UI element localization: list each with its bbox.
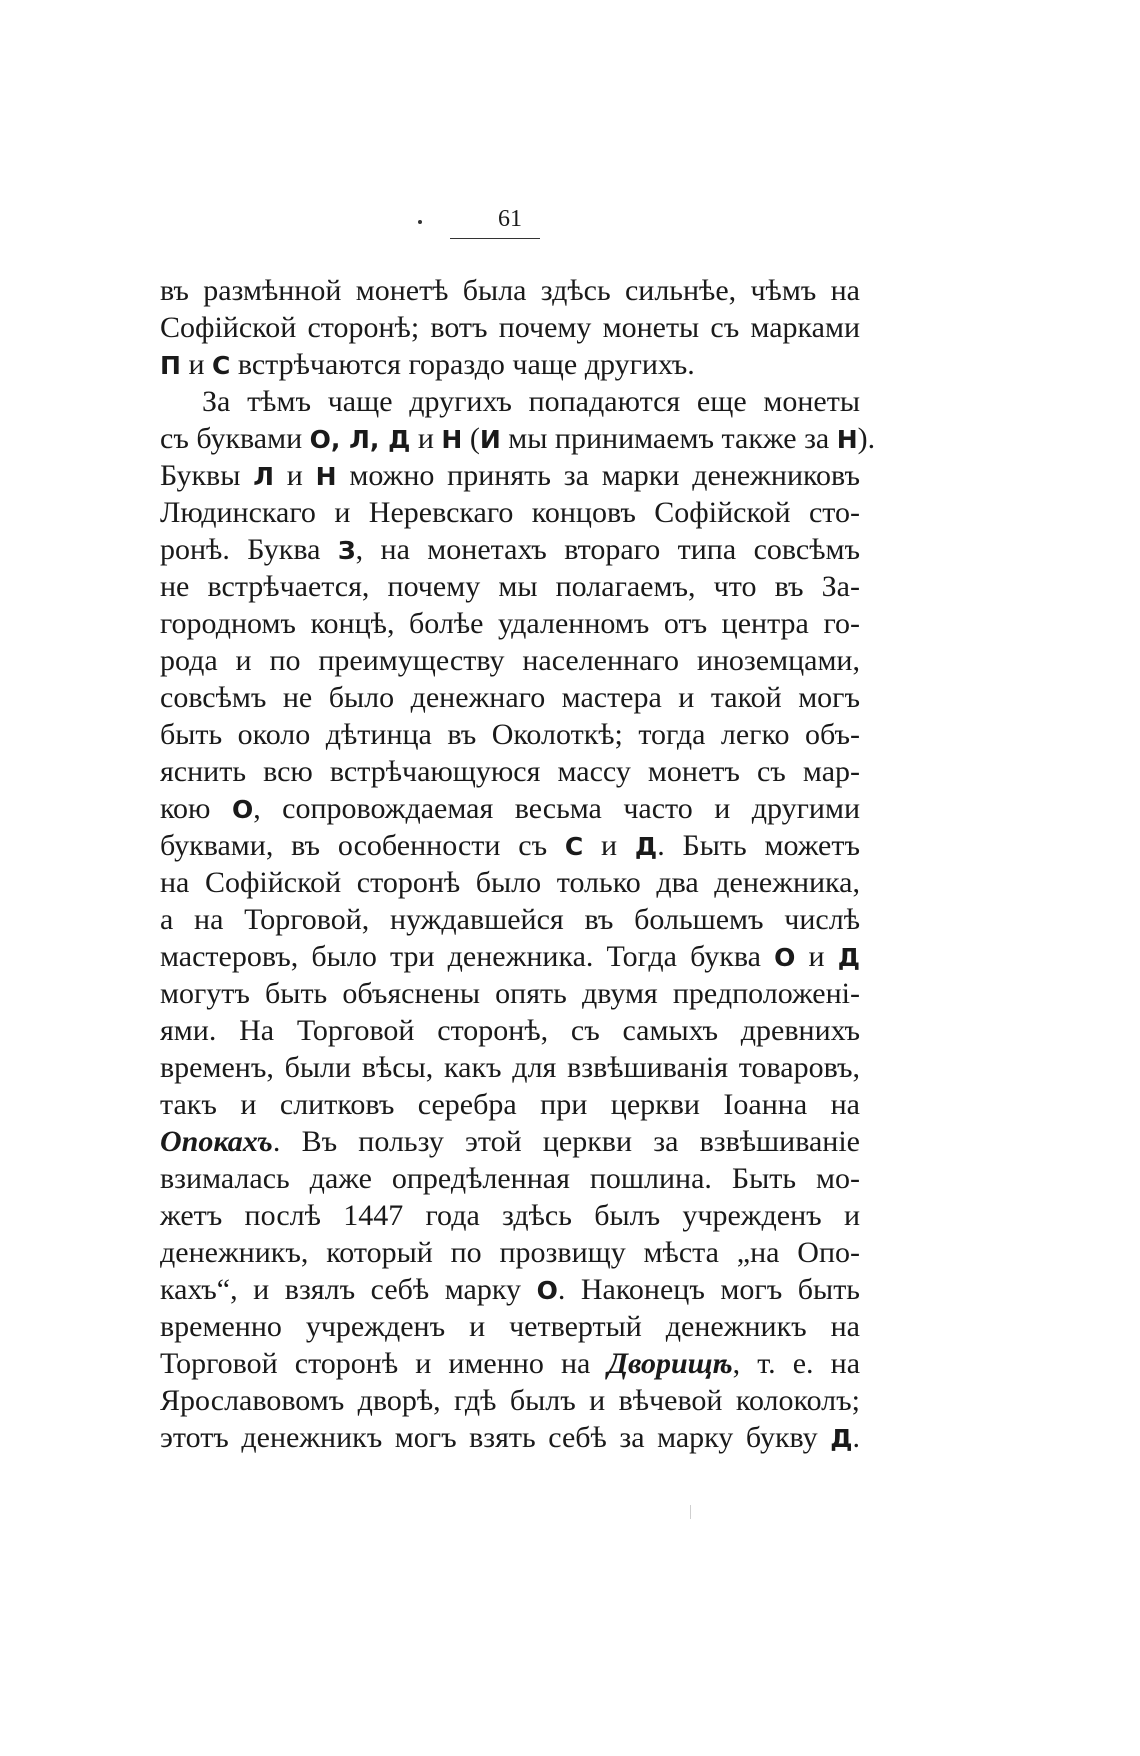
text-line: Людинскаго и Неревскаго концовъ Софійской сто-: [160, 496, 860, 529]
text-line: ями. На Торговой сторонѣ, съ самыхъ древнихъ: [160, 1014, 860, 1047]
text-line: За тѣмъ чаще другихъ попадаются еще монеты: [202, 385, 860, 418]
marked-letter: С: [564, 832, 584, 861]
marked-letter: О, Л, Д: [309, 425, 411, 454]
text-line: не встрѣчается, почему мы полагаемъ, что въ За-: [160, 570, 860, 603]
text-line: такъ и слитковъ серебра при церкви Іоанна на: [160, 1088, 860, 1121]
text-line: денежникъ, который по прозвищу мѣста „на Опо-: [160, 1236, 860, 1269]
marked-letter: Л: [253, 462, 274, 491]
italic-word: Опокахъ: [160, 1125, 273, 1158]
text-line: Опокахъ. Въ пользу этой церкви за взвѣшиваніе: [160, 1125, 860, 1158]
marked-letter: Н: [315, 462, 337, 491]
marked-letter: И: [479, 425, 501, 454]
marked-letter: З: [337, 536, 356, 565]
page-number: 61: [498, 206, 522, 232]
text-line: временно учрежденъ и четвертый денежникъ на: [160, 1310, 860, 1343]
paper-speck: [690, 1505, 691, 1519]
text-line: съ буквами О, Л, Д и Н (И мы принимаемъ также за Н).: [160, 422, 876, 455]
marked-letter: Д: [830, 1424, 853, 1453]
folio-dot: [418, 220, 422, 224]
text-line: временъ, были вѣсы, какъ для взвѣшиванія товаровъ,: [160, 1051, 860, 1084]
marked-letter: П: [160, 351, 181, 380]
marked-letter: Д: [837, 943, 860, 972]
text-line: ронѣ. Буква З, на монетахъ втораго типа совсѣмъ: [160, 533, 861, 566]
marked-letter: О: [774, 943, 796, 972]
text-line: взималась даже опредѣленная пошлина. Быть мо-: [160, 1162, 860, 1195]
marked-letter: Н: [441, 425, 463, 454]
text-line: на Софійской сторонѣ было только два денежника,: [160, 866, 860, 899]
text-line: могутъ быть объяснены опять двумя предположені-: [160, 977, 860, 1010]
body-text: [160, 272, 876, 1456]
marked-letter: Н: [836, 425, 858, 454]
italic-word: Дворищѣ: [607, 1347, 733, 1380]
text-line: П и С встрѣчаются гораздо чаще другихъ.: [160, 348, 695, 381]
text-line: этотъ денежникъ могъ взять себѣ за марку букву Д.: [160, 1421, 860, 1454]
text-line: кахъ“, и взялъ себѣ марку О. Наконецъ могъ быть: [160, 1273, 860, 1306]
text-line: городномъ концѣ, болѣе удаленномъ отъ центра го-: [160, 607, 860, 640]
text-line: рода и по преимуществу населеннаго иноземцами,: [160, 644, 860, 677]
text-line: быть около дѣтинца въ Околоткѣ; тогда легко объ-: [160, 718, 860, 751]
marked-letter: Д: [634, 832, 658, 861]
text-line: Ярославовомъ дворѣ, гдѣ былъ и вѣчевой колоколъ;: [160, 1384, 860, 1417]
text-line: въ размѣнной монетѣ была здѣсь сильнѣе, чѣмъ на: [160, 274, 860, 307]
text-line: жетъ послѣ 1447 года здѣсь былъ учрежденъ и: [160, 1199, 860, 1232]
marked-letter: О: [231, 795, 254, 824]
text-line: Буквы Л и Н можно принять за марки денежниковъ: [160, 459, 860, 492]
text-line: буквами, въ особенности съ С и Д. Быть можетъ: [160, 829, 860, 862]
folio-rule: [450, 238, 540, 239]
text-line: кою О, сопровождаемая весьма часто и другими: [160, 792, 861, 825]
text-line: Торговой сторонѣ и именно на Дворищѣ, т. е. на: [160, 1347, 861, 1380]
text-line: совсѣмъ не было денежнаго мастера и такой могъ: [160, 681, 860, 714]
text-line: Софійской сторонѣ; вотъ почему монеты съ марками: [160, 311, 860, 344]
marked-letter: С: [212, 351, 231, 380]
text-line: мастеровъ, было три денежника. Тогда буква О и Д: [160, 940, 860, 973]
text-line: яснить всю встрѣчающуюся массу монетъ съ мар-: [160, 755, 860, 788]
marked-letter: О: [536, 1276, 558, 1305]
text-line: а на Торговой, нуждавшейся въ большемъ числѣ: [160, 903, 860, 936]
